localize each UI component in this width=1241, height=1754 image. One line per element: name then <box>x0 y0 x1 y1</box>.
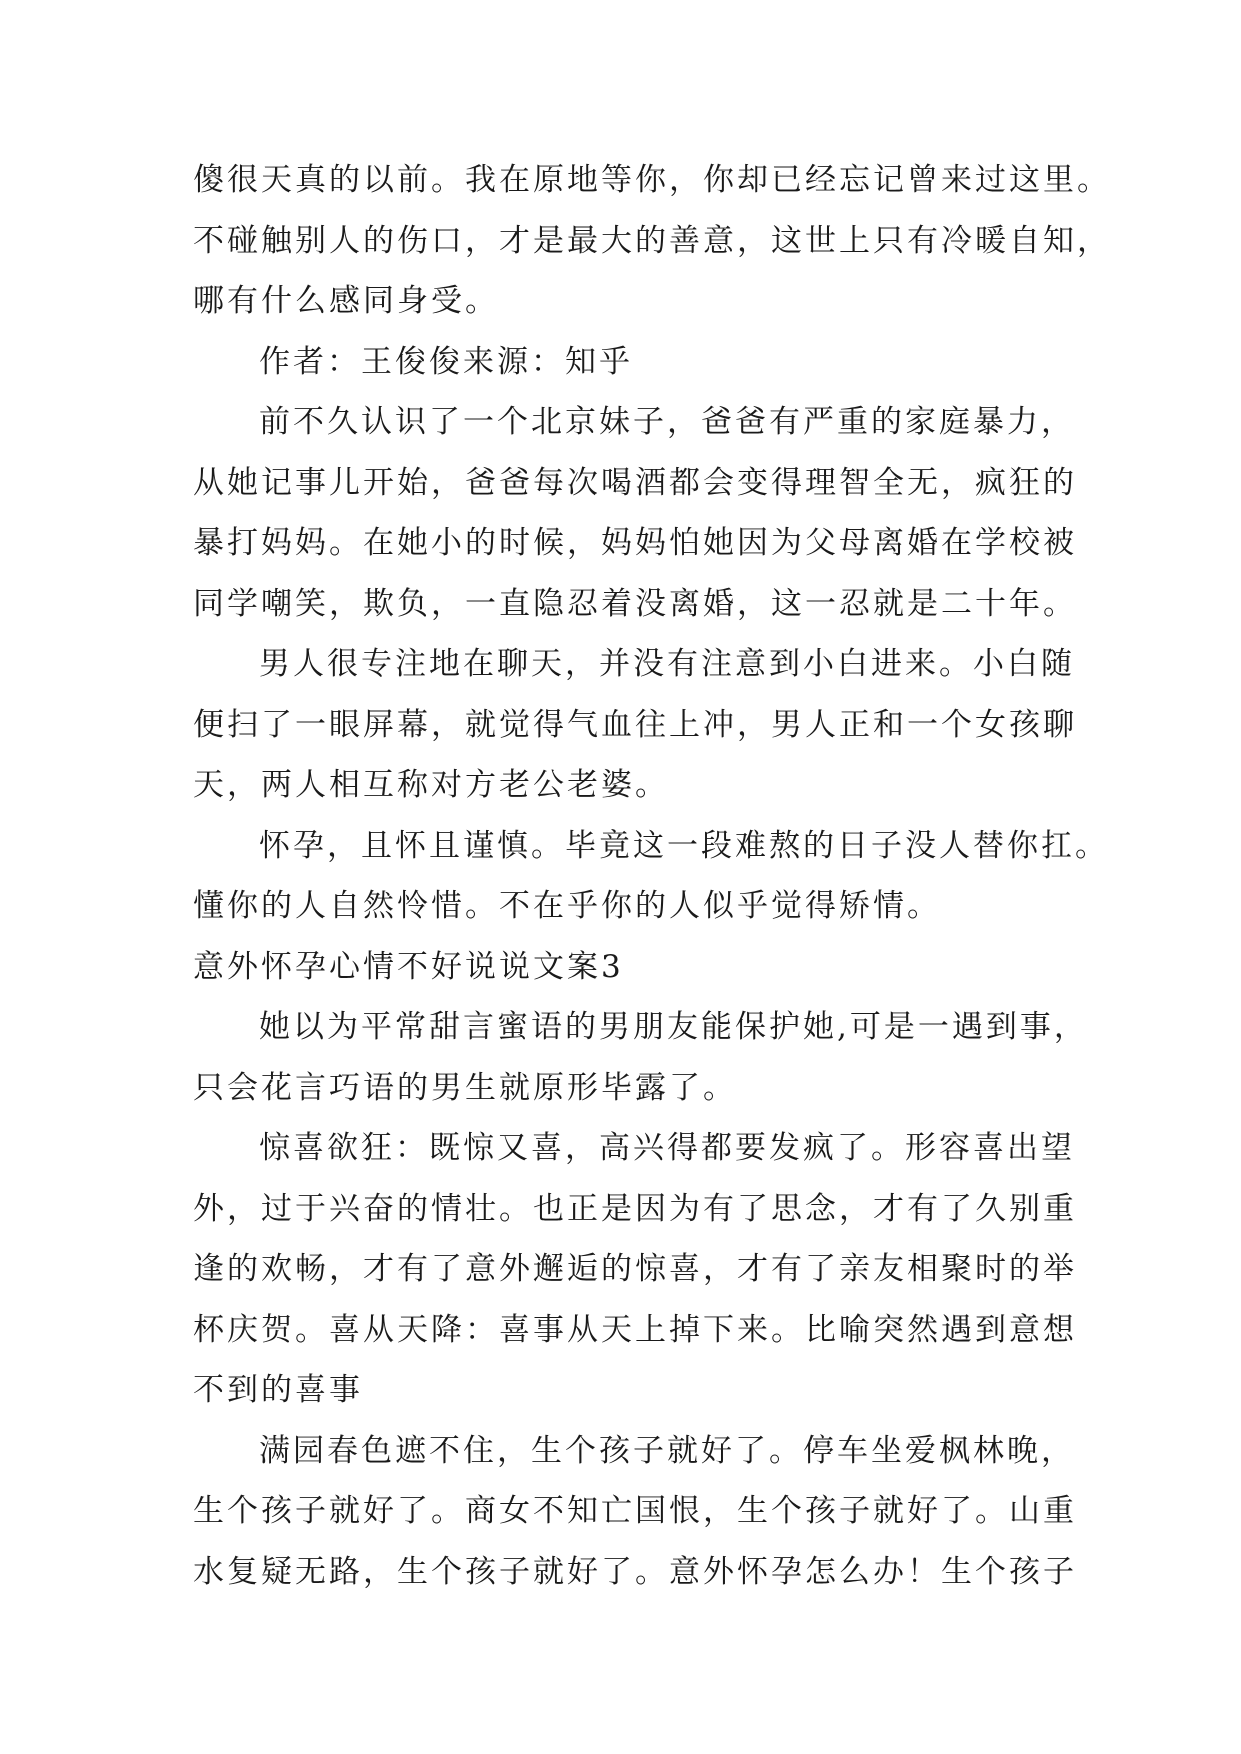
paragraph-start-line: 男人很专注地在聊天，并没有注意到小白进来。小白随 <box>259 646 1075 682</box>
document-body <box>193 150 1111 1602</box>
paragraph-start-line: 她以为平常甜言蜜语的男朋友能保护她,可是一遇到事， <box>259 1009 1088 1045</box>
text-line: 外，过于兴奋的情壮。也正是因为有了思念，才有了久别重 <box>193 1190 1077 1227</box>
text-line: 哪有什么感同身受。 <box>193 283 499 319</box>
author-source-line: 作者：王俊俊来源：知乎 <box>259 343 633 380</box>
paragraph-start-line: 满园春色遮不住，生个孩子就好了。停车坐爱枫林晚， <box>259 1432 1075 1469</box>
text-line: 同学嘲笑，欺负，一直隐忍着没离婚，这一忍就是二十年。 <box>193 585 1077 622</box>
section-heading: 意外怀孕心情不好说说文案3 <box>193 948 624 985</box>
text-line: 便扫了一眼屏幕，就觉得气血往上冲，男人正和一个女孩聊 <box>193 706 1077 743</box>
text-line: 水复疑无路，生个孩子就好了。意外怀孕怎么办！生个孩子 <box>193 1553 1077 1590</box>
text-line: 暴打妈妈。在她小的时候，妈妈怕她因为父母离婚在学校被 <box>193 525 1077 561</box>
text-line: 杯庆贺。喜从天降：喜事从天上掉下来。比喻突然遇到意想 <box>193 1311 1077 1348</box>
paragraph-start-line: 前不久认识了一个北京妹子，爸爸有严重的家庭暴力， <box>259 404 1075 440</box>
paragraph-start-line: 惊喜欲狂：既惊又喜，高兴得都要发疯了。形容喜出望 <box>259 1130 1075 1166</box>
text-line: 从她记事儿开始，爸爸每次喝酒都会变得理智全无，疯狂的 <box>193 464 1077 501</box>
text-line: 不碰触别人的伤口，才是最大的善意，这世上只有冷暖自知， <box>193 222 1111 259</box>
text-line: 只会花言巧语的男生就原形毕露了。 <box>193 1069 737 1106</box>
text-line: 懂你的人自然怜惜。不在乎你的人似乎觉得矫情。 <box>193 888 941 924</box>
text-line: 逢的欢畅，才有了意外邂逅的惊喜，才有了亲友相聚时的举 <box>193 1251 1077 1287</box>
text-line: 不到的喜事 <box>193 1372 363 1408</box>
text-line: 生个孩子就好了。商女不知亡国恨，生个孩子就好了。山重 <box>193 1493 1077 1529</box>
text-line: 天，两人相互称对方老公老婆。 <box>193 767 669 803</box>
text-line: 傻很天真的以前。我在原地等你，你却已经忘记曾来过这里。 <box>193 162 1111 198</box>
paragraph-start-line: 怀孕，且怀且谨慎。毕竟这一段难熬的日子没人替你扛。 <box>259 827 1109 864</box>
